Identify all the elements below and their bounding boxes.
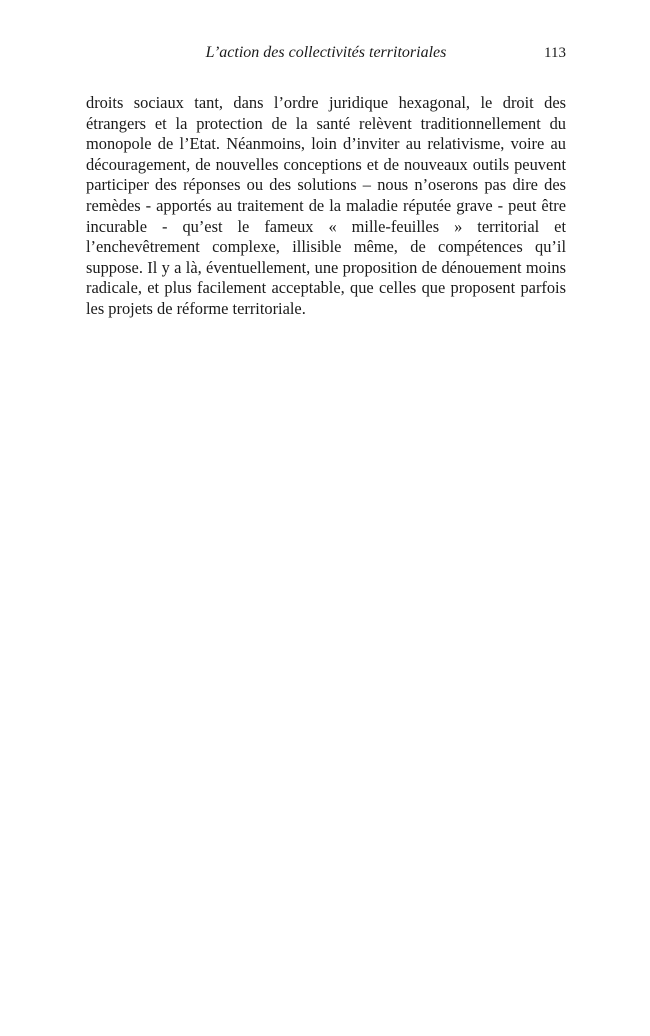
running-header-title: L’action des collectivités territoriales	[205, 44, 447, 61]
running-header	[86, 42, 566, 64]
body-paragraph: droits sociaux tant, dans l’ordre juridique hexagonal, le droit des étrangers et la protection de la santé relèvent traditionnellement du monopole de l’Etat. Néanmoins, loin d’inviter au relativisme, voire au découragement, de nouvelles conceptions et de nouveaux outils peuvent participer des réponses ou des solutions – nous n’oserons pas dire des remèdes - apportés au traitement de la maladie réputée grave - peut être incurable - qu’est le fameux « mille-feuilles » territorial et l’enchevêtrement complexe, illisible même, de compétences qu’il suppose. Il y a là, éventuellement, une proposition de dénouement moins radicale, et plus facilement acceptable, que celles que proposent parfois les projets de réforme territoriale.	[86, 93, 566, 318]
page-number: 113	[544, 45, 566, 61]
